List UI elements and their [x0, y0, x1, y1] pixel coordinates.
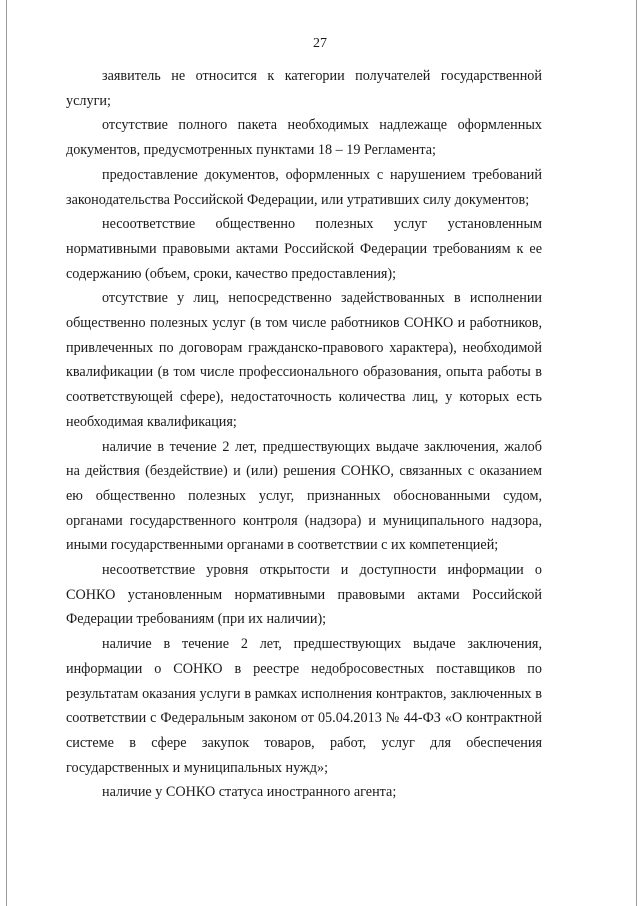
paragraph-documents-violations: предоставление документов, оформленных с нарушением требований законодательства Российской Федерации, или утративших силу документов; [66, 166, 542, 208]
paragraph-incomplete-package: отсутствие полного пакета необходимых надлежаще оформленных документов, предусмотренных пунктами 18 – 19 Регламента; [66, 117, 542, 159]
paragraph-qualification-lack: отсутствие у лиц, непосредственно задействованных в исполнении общественно полезных услуг (в том числе работников СОНКО и работников, привлеченных по договорам гражданско-правового характера), необходимой квалификации (в том числе профессионального образования, опыта работы в соответствующей сфере), недостаточность количества лиц, у которых есть необходимая квалификация; [66, 290, 542, 430]
paragraph-foreign-agent: наличие у СОНКО статуса иностранного агента; [102, 784, 397, 801]
scan-right-edge [636, 0, 637, 906]
paragraph-services-noncompliance: несоответствие общественно полезных услуг установленным нормативными правовыми актами Российской Федерации требованиям к ее содержанию (объем, сроки, качество предоставления); [66, 216, 542, 282]
paragraph-unfair-suppliers: наличие в течение 2 лет, предшествующих выдаче заключения, информации о СОНКО в реестре недобросовестных поставщиков по результатам оказания услуги в рамках исполнения контрактов, заключенных в соответствии с Федеральным законом от 05.04.2013 № 44-ФЗ «О контрактной системе в сфере закупок товаров, работ, услуг для обеспечения государственных и муниципальных нужд»; [66, 636, 542, 776]
document-body [66, 64, 542, 805]
page-number: 27 [313, 36, 327, 51]
paragraph-complaints: наличие в течение 2 лет, предшествующих выдаче заключения, жалоб на действия (бездействие) и (или) решения СОНКО, связанных с оказанием ею общественно полезных услуг, признанных обоснованными судом, органами государственного контроля (надзора) и муниципального надзора, иными государственными органами в соответствии с их компетенцией; [66, 438, 542, 554]
paragraph-applicant-category: заявитель не относится к категории получателей государственной услуги; [66, 68, 542, 109]
scan-left-edge [6, 0, 7, 906]
paragraph-openness: несоответствие уровня открытости и доступности информации о СОНКО установленным нормативными правовыми актами Российской Федерации требованиям (при их наличии); [66, 562, 542, 628]
